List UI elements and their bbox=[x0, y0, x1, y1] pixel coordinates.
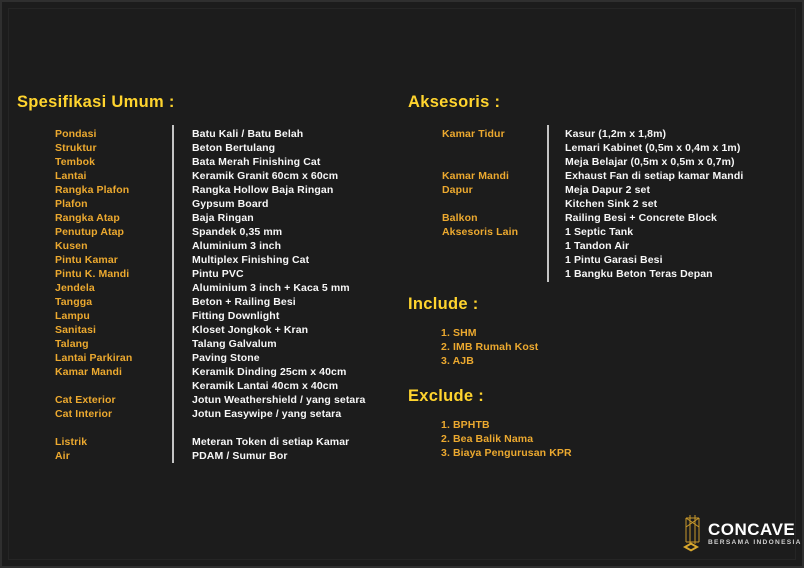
concave-logo bbox=[681, 513, 802, 555]
accessories-row-label: Kamar Tidur bbox=[442, 128, 505, 140]
spec-row bbox=[55, 351, 400, 365]
accessories-row-value: Kasur (1,2m x 1,8m) bbox=[565, 128, 667, 140]
spec-row bbox=[55, 323, 400, 337]
logo-brand-name: CONCAVE bbox=[708, 520, 796, 539]
accessories-row-value: 1 Pintu Garasi Besi bbox=[565, 254, 663, 266]
spec-row bbox=[55, 407, 400, 421]
spec-row-value: Spandek 0,35 mm bbox=[192, 226, 283, 238]
spec-divider-line bbox=[172, 125, 174, 463]
accessories-section-title: Aksesoris : bbox=[408, 93, 501, 111]
include-item: 3. AJB bbox=[441, 355, 474, 367]
spec-row-value: Bata Merah Finishing Cat bbox=[192, 156, 321, 168]
spec-row bbox=[55, 295, 400, 309]
accessories-divider-line bbox=[547, 125, 549, 282]
spec-row-label: Pintu K. Mandi bbox=[55, 268, 130, 280]
spec-row-label: Pintu Kamar bbox=[55, 254, 118, 266]
exclude-item: 1. BPHTB bbox=[441, 419, 490, 431]
accessories-row bbox=[442, 183, 792, 197]
accessories-row bbox=[442, 169, 792, 183]
include-items bbox=[441, 326, 538, 368]
spec-row-value: Jotun Weathershield / yang setara bbox=[192, 394, 366, 406]
spec-row-value: Batu Kali / Batu Belah bbox=[192, 128, 304, 140]
spec-row-value: Aluminium 3 inch + Kaca 5 mm bbox=[192, 282, 350, 294]
spec-row-label: Air bbox=[55, 450, 70, 462]
accessories-row bbox=[442, 267, 792, 281]
accessories-row bbox=[442, 239, 792, 253]
spec-rows bbox=[55, 127, 400, 463]
accessories-row-label: Aksesoris Lain bbox=[442, 226, 519, 238]
spec-row bbox=[55, 267, 400, 281]
spec-row bbox=[55, 393, 400, 407]
accessories-row-label: Dapur bbox=[442, 184, 473, 196]
concave-logo-icon bbox=[681, 513, 704, 555]
spec-row-value: Keramik Granit 60cm x 60cm bbox=[192, 170, 339, 182]
accessories-row-label: Kamar Mandi bbox=[442, 170, 510, 182]
exclude-section-title: Exclude : bbox=[408, 387, 485, 405]
spec-row-label: Lantai Parkiran bbox=[55, 352, 133, 364]
accessories-row-value: Meja Dapur 2 set bbox=[565, 184, 651, 196]
spec-row bbox=[55, 435, 400, 449]
spec-row bbox=[55, 309, 400, 323]
spec-row-label: Cat Interior bbox=[55, 408, 113, 420]
spec-row-value: Keramik Lantai 40cm x 40cm bbox=[192, 380, 339, 392]
spec-row bbox=[55, 253, 400, 267]
spec-row-label: Kamar Mandi bbox=[55, 366, 123, 378]
spec-row bbox=[55, 365, 400, 379]
spec-row-label: Tembok bbox=[55, 156, 96, 168]
accessories-row-value: 1 Bangku Beton Teras Depan bbox=[565, 268, 713, 280]
accessories-row bbox=[442, 155, 792, 169]
spec-row-value: Jotun Easywipe / yang setara bbox=[192, 408, 342, 420]
spec-row bbox=[55, 127, 400, 141]
accessories-row bbox=[442, 211, 792, 225]
spec-row bbox=[55, 379, 400, 393]
spec-row-value: Beton Bertulang bbox=[192, 142, 276, 154]
spec-section-title: Spesifikasi Umum : bbox=[17, 93, 175, 111]
spec-row bbox=[55, 183, 400, 197]
spec-row-label: Rangka Plafon bbox=[55, 184, 130, 196]
spec-row-label: Sanitasi bbox=[55, 324, 97, 336]
spec-row-value: Fitting Downlight bbox=[192, 310, 280, 322]
spec-row bbox=[55, 169, 400, 183]
spec-row-value: Paving Stone bbox=[192, 352, 260, 364]
logo-text-block bbox=[708, 521, 802, 547]
spec-row-label: Lantai bbox=[55, 170, 87, 182]
spec-row-label: Jendela bbox=[55, 282, 95, 294]
accessories-row-value: Exhaust Fan di setiap kamar Mandi bbox=[565, 170, 744, 182]
spec-row bbox=[55, 239, 400, 253]
spec-row-value: Keramik Dinding 25cm x 40cm bbox=[192, 366, 347, 378]
accessories-row bbox=[442, 197, 792, 211]
spec-row bbox=[55, 281, 400, 295]
accessories-row bbox=[442, 127, 792, 141]
accessories-row-value: 1 Tandon Air bbox=[565, 240, 630, 252]
logo-tagline: BERSAMA INDONESIA bbox=[708, 539, 802, 546]
spec-row-label: Lampu bbox=[55, 310, 90, 322]
spec-row-label: Talang bbox=[55, 338, 89, 350]
spec-row-label: Rangka Atap bbox=[55, 212, 120, 224]
spec-row-value: Kloset Jongkok + Kran bbox=[192, 324, 309, 336]
spec-row-value: Meteran Token di setiap Kamar bbox=[192, 436, 350, 448]
spec-row-label: Plafon bbox=[55, 198, 88, 210]
exclude-item: 3. Biaya Pengurusan KPR bbox=[441, 447, 572, 459]
spec-row-label: Penutup Atap bbox=[55, 226, 125, 238]
spec-row bbox=[55, 155, 400, 169]
accessories-row-value: Railing Besi + Concrete Block bbox=[565, 212, 717, 224]
accessories-rows bbox=[442, 127, 792, 281]
spec-row-label: Struktur bbox=[55, 142, 97, 154]
exclude-item: 2. Bea Balik Nama bbox=[441, 433, 534, 445]
spec-row-value: Rangka Hollow Baja Ringan bbox=[192, 184, 334, 196]
include-section-title: Include : bbox=[408, 295, 479, 313]
spec-row-label: Pondasi bbox=[55, 128, 97, 140]
spec-row bbox=[55, 211, 400, 225]
spec-row bbox=[55, 421, 400, 435]
accessories-row bbox=[442, 225, 792, 239]
exclude-items bbox=[441, 418, 572, 460]
spec-row-value: PDAM / Sumur Bor bbox=[192, 450, 288, 462]
accessories-row-value: 1 Septic Tank bbox=[565, 226, 634, 238]
spec-row-label: Tangga bbox=[55, 296, 93, 308]
include-item: 2. IMB Rumah Kost bbox=[441, 341, 539, 353]
spec-row-label: Listrik bbox=[55, 436, 88, 448]
spec-row-value: Gypsum Board bbox=[192, 198, 269, 210]
spec-row bbox=[55, 225, 400, 239]
accessories-row-value: Kitchen Sink 2 set bbox=[565, 198, 658, 210]
spec-row-value: Aluminium 3 inch bbox=[192, 240, 282, 252]
spec-row-value: Baja Ringan bbox=[192, 212, 254, 224]
spec-row bbox=[55, 197, 400, 211]
spec-row-label: Kusen bbox=[55, 240, 88, 252]
spec-row-value: Talang Galvalum bbox=[192, 338, 277, 350]
accessories-row bbox=[442, 253, 792, 267]
accessories-row-label: Balkon bbox=[442, 212, 478, 224]
spec-row bbox=[55, 449, 400, 463]
accessories-row-value: Lemari Kabinet (0,5m x 0,4m x 1m) bbox=[565, 142, 741, 154]
spec-row-label: Cat Exterior bbox=[55, 394, 116, 406]
spec-row-value: Pintu PVC bbox=[192, 268, 244, 280]
spec-row-value: Multiplex Finishing Cat bbox=[192, 254, 310, 266]
include-item: 1. SHM bbox=[441, 327, 477, 339]
accessories-row bbox=[442, 141, 792, 155]
spec-row bbox=[55, 141, 400, 155]
spec-row-value: Beton + Railing Besi bbox=[192, 296, 296, 308]
spec-row bbox=[55, 337, 400, 351]
accessories-row-value: Meja Belajar (0,5m x 0,5m x 0,7m) bbox=[565, 156, 735, 168]
